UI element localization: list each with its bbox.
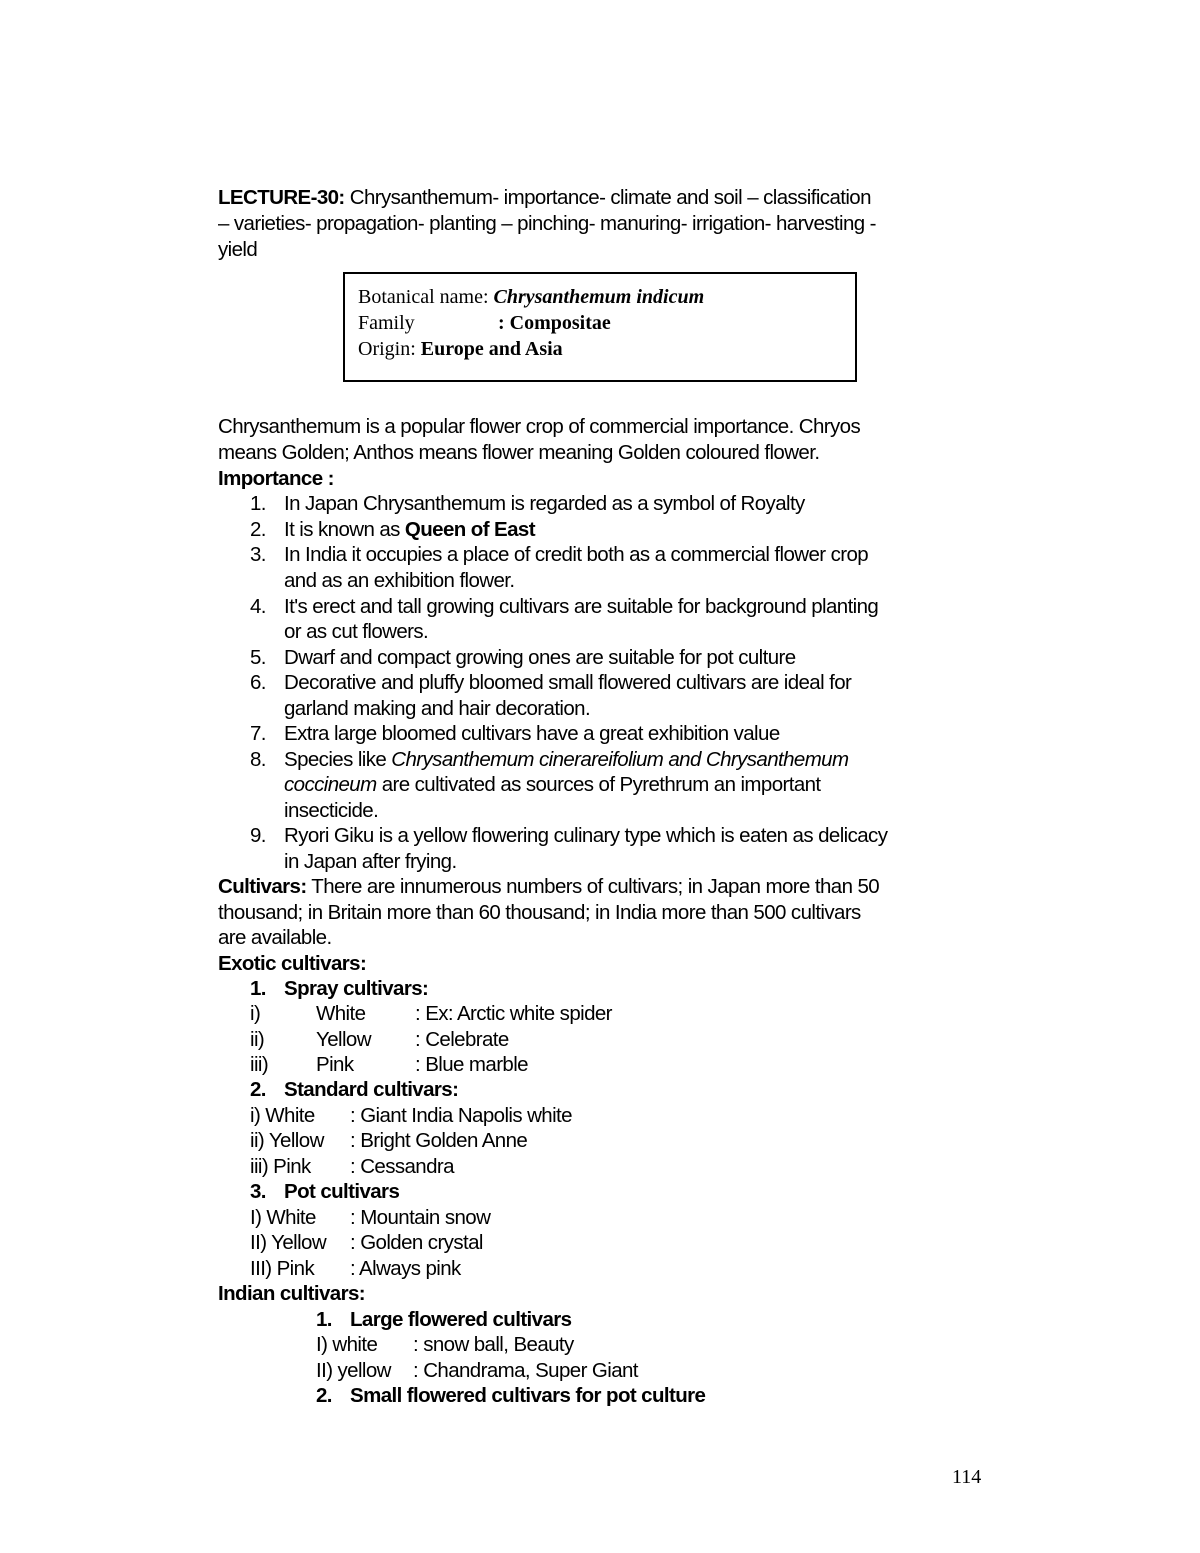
family-value: : Compositae	[498, 312, 611, 334]
cultivars-para-line1: Cultivars: There are innumerous numbers of cultivars; in Japan more than 50	[218, 875, 880, 898]
large-flowered-heading: 1. Large flowered cultivars	[316, 1308, 572, 1331]
lecture-heading	[218, 185, 986, 211]
importance-item: 7. Extra large bloomed cultivars have a great exhibition value	[250, 722, 780, 745]
importance-item: 8. Species like Chrysanthemum cinerareifolium and Chrysanthemum	[250, 748, 849, 771]
pot-row: III) Pink : Always pink	[250, 1257, 461, 1280]
indian-heading: Indian cultivars:	[218, 1282, 366, 1305]
importance-item: 2. It is known as Queen of East	[250, 518, 535, 541]
family-label: Family	[358, 312, 415, 334]
importance-item: 3. In India it occupies a place of credit both as a commercial flower crop	[250, 543, 869, 566]
exotic-heading: Exotic cultivars:	[218, 952, 367, 975]
importance-item: 9. Ryori Giku is a yellow flowering culinary type which is eaten as delicacy	[250, 824, 888, 847]
lecture-title-line3: yield	[218, 238, 258, 261]
spray-row: iii) Pink : Blue marble	[250, 1053, 528, 1076]
standard-heading: 2. Standard cultivars:	[250, 1078, 459, 1101]
spray-row: ii) Yellow : Celebrate	[250, 1028, 509, 1051]
intro-line2: means Golden; Anthos means flower meaning Golden coloured flower.	[218, 441, 820, 464]
importance-item-cont: and as an exhibition flower.	[284, 569, 515, 592]
family-row	[358, 310, 611, 336]
botanical-name-value: Chrysanthemum indicum	[493, 286, 705, 308]
pot-row: I) White : Mountain snow	[250, 1206, 491, 1229]
large-flowered-row: I) white : snow ball, Beauty	[316, 1333, 574, 1356]
origin-value: Europe and Asia	[420, 338, 563, 360]
spray-heading: 1. Spray cultivars:	[250, 977, 429, 1000]
importance-item: 4. It's erect and tall growing cultivars are suitable for background planting	[250, 595, 879, 618]
importance-item: 1. In Japan Chrysanthemum is regarded as a symbol of Royalty	[250, 492, 805, 515]
large-flowered-row: II) yellow : Chandrama, Super Giant	[316, 1359, 638, 1382]
small-flowered-heading: 2. Small flowered cultivars for pot culture	[316, 1384, 706, 1407]
importance-item-cont: coccineum are cultivated as sources of Pyrethrum an important	[284, 773, 821, 796]
botanical-name-row	[358, 284, 704, 310]
importance-item: 6. Decorative and pluffy bloomed small flowered cultivars are ideal for	[250, 671, 852, 694]
cultivars-para-line2: thousand; in Britain more than 60 thousand; in India more than 500 cultivars	[218, 901, 861, 924]
importance-item-cont: or as cut flowers.	[284, 620, 429, 643]
importance-item-cont: insecticide.	[284, 799, 379, 822]
standard-row: iii) Pink : Cessandra	[250, 1155, 454, 1178]
cultivars-para-line3: are available.	[218, 926, 332, 949]
page-number: 114	[952, 1466, 982, 1488]
intro-line1: Chrysanthemum is a popular flower crop of commercial importance. Chryos	[218, 415, 861, 438]
importance-item-cont: garland making and hair decoration.	[284, 697, 591, 720]
botanical-info-box	[343, 272, 857, 382]
lecture-label: LECTURE-30:	[218, 186, 345, 209]
origin-label: Origin:	[358, 338, 421, 360]
botanical-name-label: Botanical name:	[358, 286, 494, 308]
lecture-title-line1: Chrysanthemum- importance- climate and soil – classification	[344, 186, 871, 209]
standard-row: i) White : Giant India Napolis white	[250, 1104, 572, 1127]
importance-heading: Importance :	[218, 467, 334, 490]
standard-row: ii) Yellow : Bright Golden Anne	[250, 1129, 528, 1152]
pot-heading: 3. Pot cultivars	[250, 1180, 400, 1203]
origin-row	[358, 336, 563, 362]
spray-row: i) White : Ex: Arctic white spider	[250, 1002, 612, 1025]
importance-item-cont: in Japan after frying.	[284, 850, 457, 873]
pot-row: II) Yellow : Golden crystal	[250, 1231, 483, 1254]
importance-item: 5. Dwarf and compact growing ones are suitable for pot culture	[250, 646, 796, 669]
lecture-title-line2: – varieties- propagation- planting – pinching- manuring- irrigation- harvesting -	[218, 212, 876, 235]
cultivars-label: Cultivars:	[218, 875, 307, 898]
